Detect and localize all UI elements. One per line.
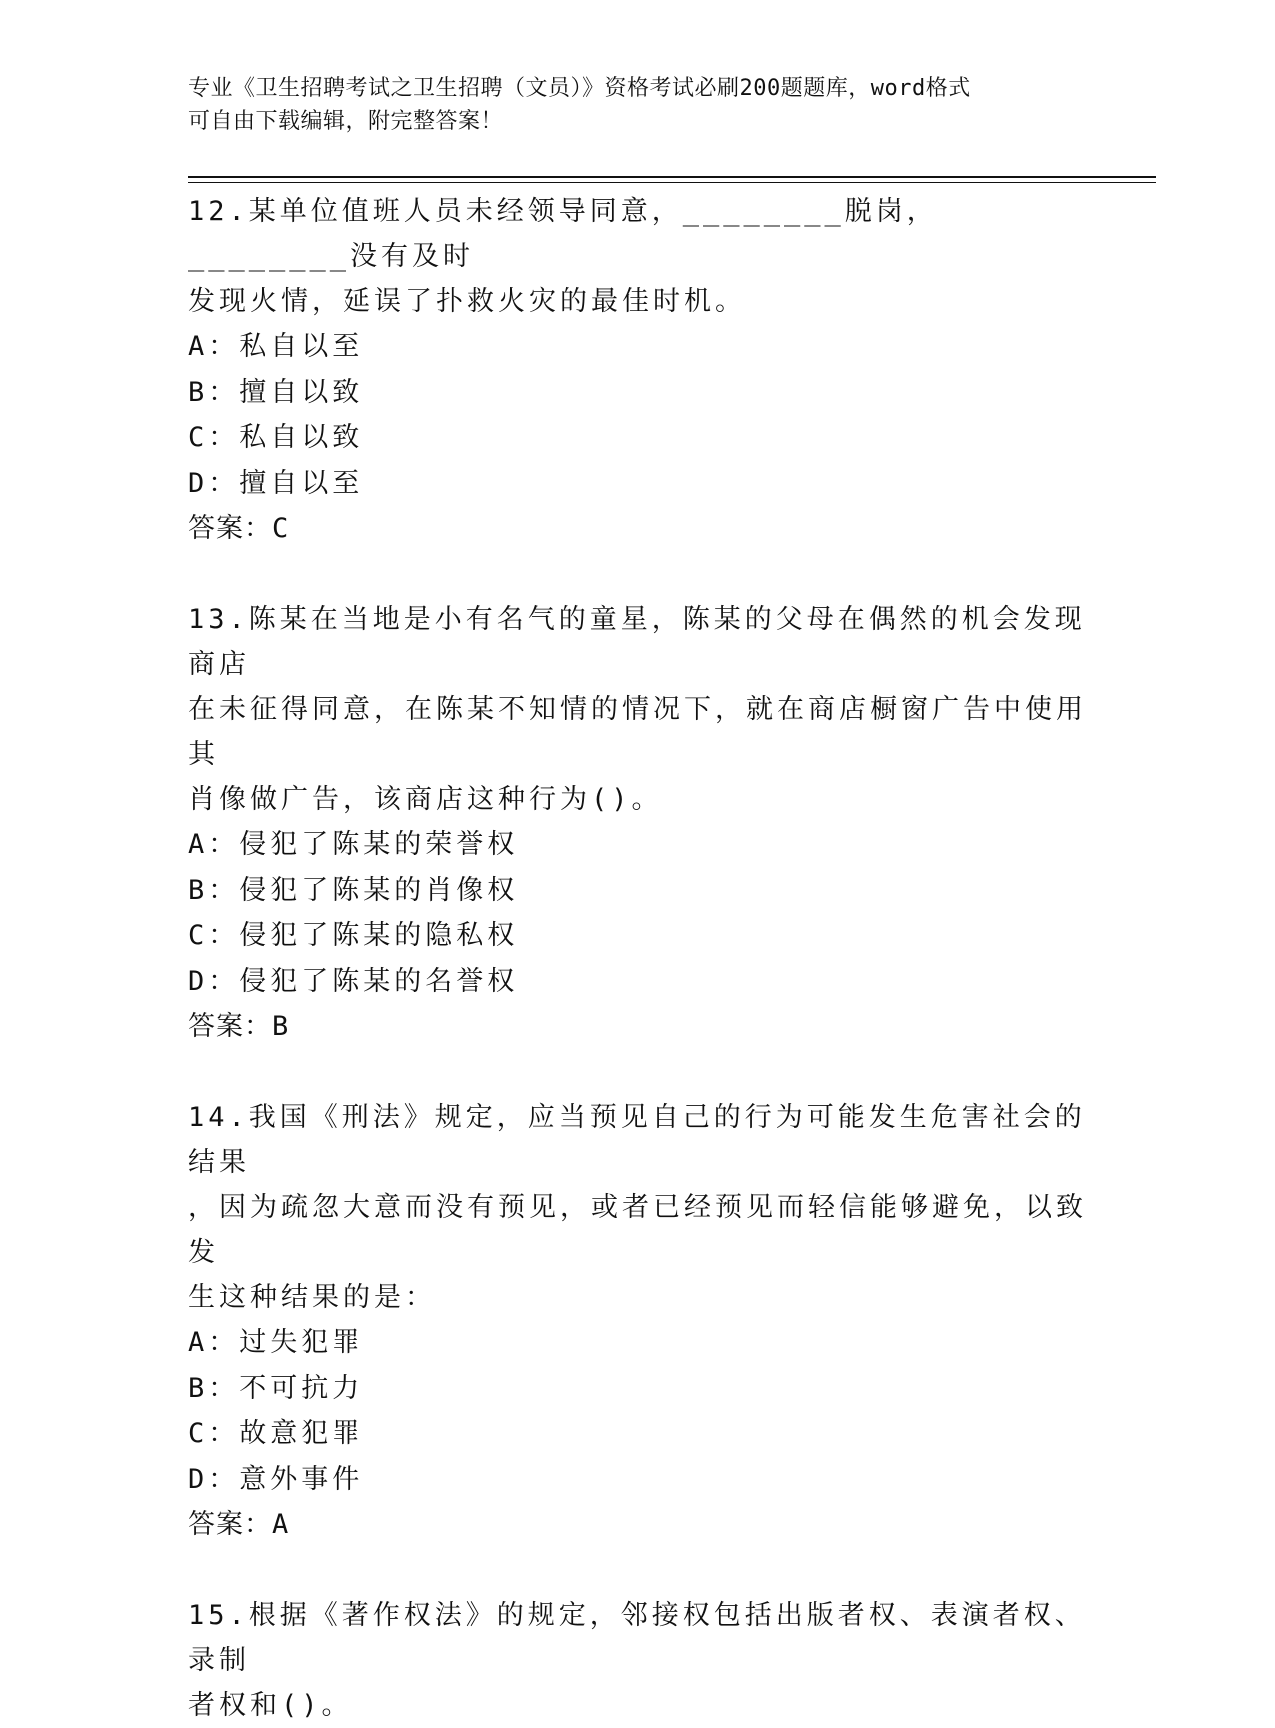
question-stem-line: 发现火情，延误了扑救火灾的最佳时机。 xyxy=(188,286,746,317)
question-14 xyxy=(188,1095,1088,1547)
question-stem-line: 者权和()。 xyxy=(188,1690,353,1721)
answer: 答案：C xyxy=(188,513,290,544)
option-b: B：不可抗力 xyxy=(188,1372,364,1404)
header-divider-thin xyxy=(188,182,1156,183)
option-a: A：过失犯罪 xyxy=(188,1327,364,1358)
question-stem-line: 12.某单位值班人员未经领导同意，________脱岗，________没有及时 xyxy=(188,196,938,272)
question-list xyxy=(188,189,1088,1728)
question-stem-line: 13.陈某在当地是小有名气的童星，陈某的父母在偶然的机会发现商店 xyxy=(188,604,1086,680)
option-b: B：擅自以致 xyxy=(188,376,364,408)
question-12 xyxy=(188,189,1088,551)
option-c: C：私自以致 xyxy=(188,422,364,453)
question-stem-line: 14.我国《刑法》规定，应当预见自己的行为可能发生危害社会的结果 xyxy=(188,1102,1086,1178)
question-stem-line: 15.根据《著作权法》的规定，邻接权包括出版者权、表演者权、录制 xyxy=(188,1600,1086,1676)
option-b: B：侵犯了陈某的肖像权 xyxy=(188,874,519,906)
question-13 xyxy=(188,597,1088,1049)
header-divider-thick xyxy=(188,176,1156,178)
option-a: A：私自以至 xyxy=(188,331,364,362)
header-line-2: 可自由下载编辑，附完整答案！ xyxy=(188,109,504,134)
header-line-1: 专业《卫生招聘考试之卫生招聘（文员）》资格考试必刷200题题库，word格式 xyxy=(188,76,971,101)
question-stem-line: ，因为疏忽大意而没有预见，或者已经预见而轻信能够避免，以致发 xyxy=(188,1192,1087,1268)
question-stem-line: 在未征得同意，在陈某不知情的情况下，就在商店橱窗广告中使用其 xyxy=(188,694,1087,770)
question-stem-line: 肖像做广告，该商店这种行为()。 xyxy=(188,784,663,815)
answer: 答案：A xyxy=(188,1509,290,1540)
option-a: A：侵犯了陈某的荣誉权 xyxy=(188,829,519,860)
question-stem-line: 生这种结果的是： xyxy=(188,1282,436,1313)
question-15 xyxy=(188,1593,1088,1728)
option-d: D：擅自以至 xyxy=(188,467,364,499)
option-d: D：意外事件 xyxy=(188,1463,364,1495)
answer: 答案：B xyxy=(188,1011,290,1042)
option-d: D：侵犯了陈某的名誉权 xyxy=(188,965,519,997)
option-c: C：故意犯罪 xyxy=(188,1418,364,1449)
option-c: C：侵犯了陈某的隐私权 xyxy=(188,920,519,951)
document-header xyxy=(188,72,1068,138)
